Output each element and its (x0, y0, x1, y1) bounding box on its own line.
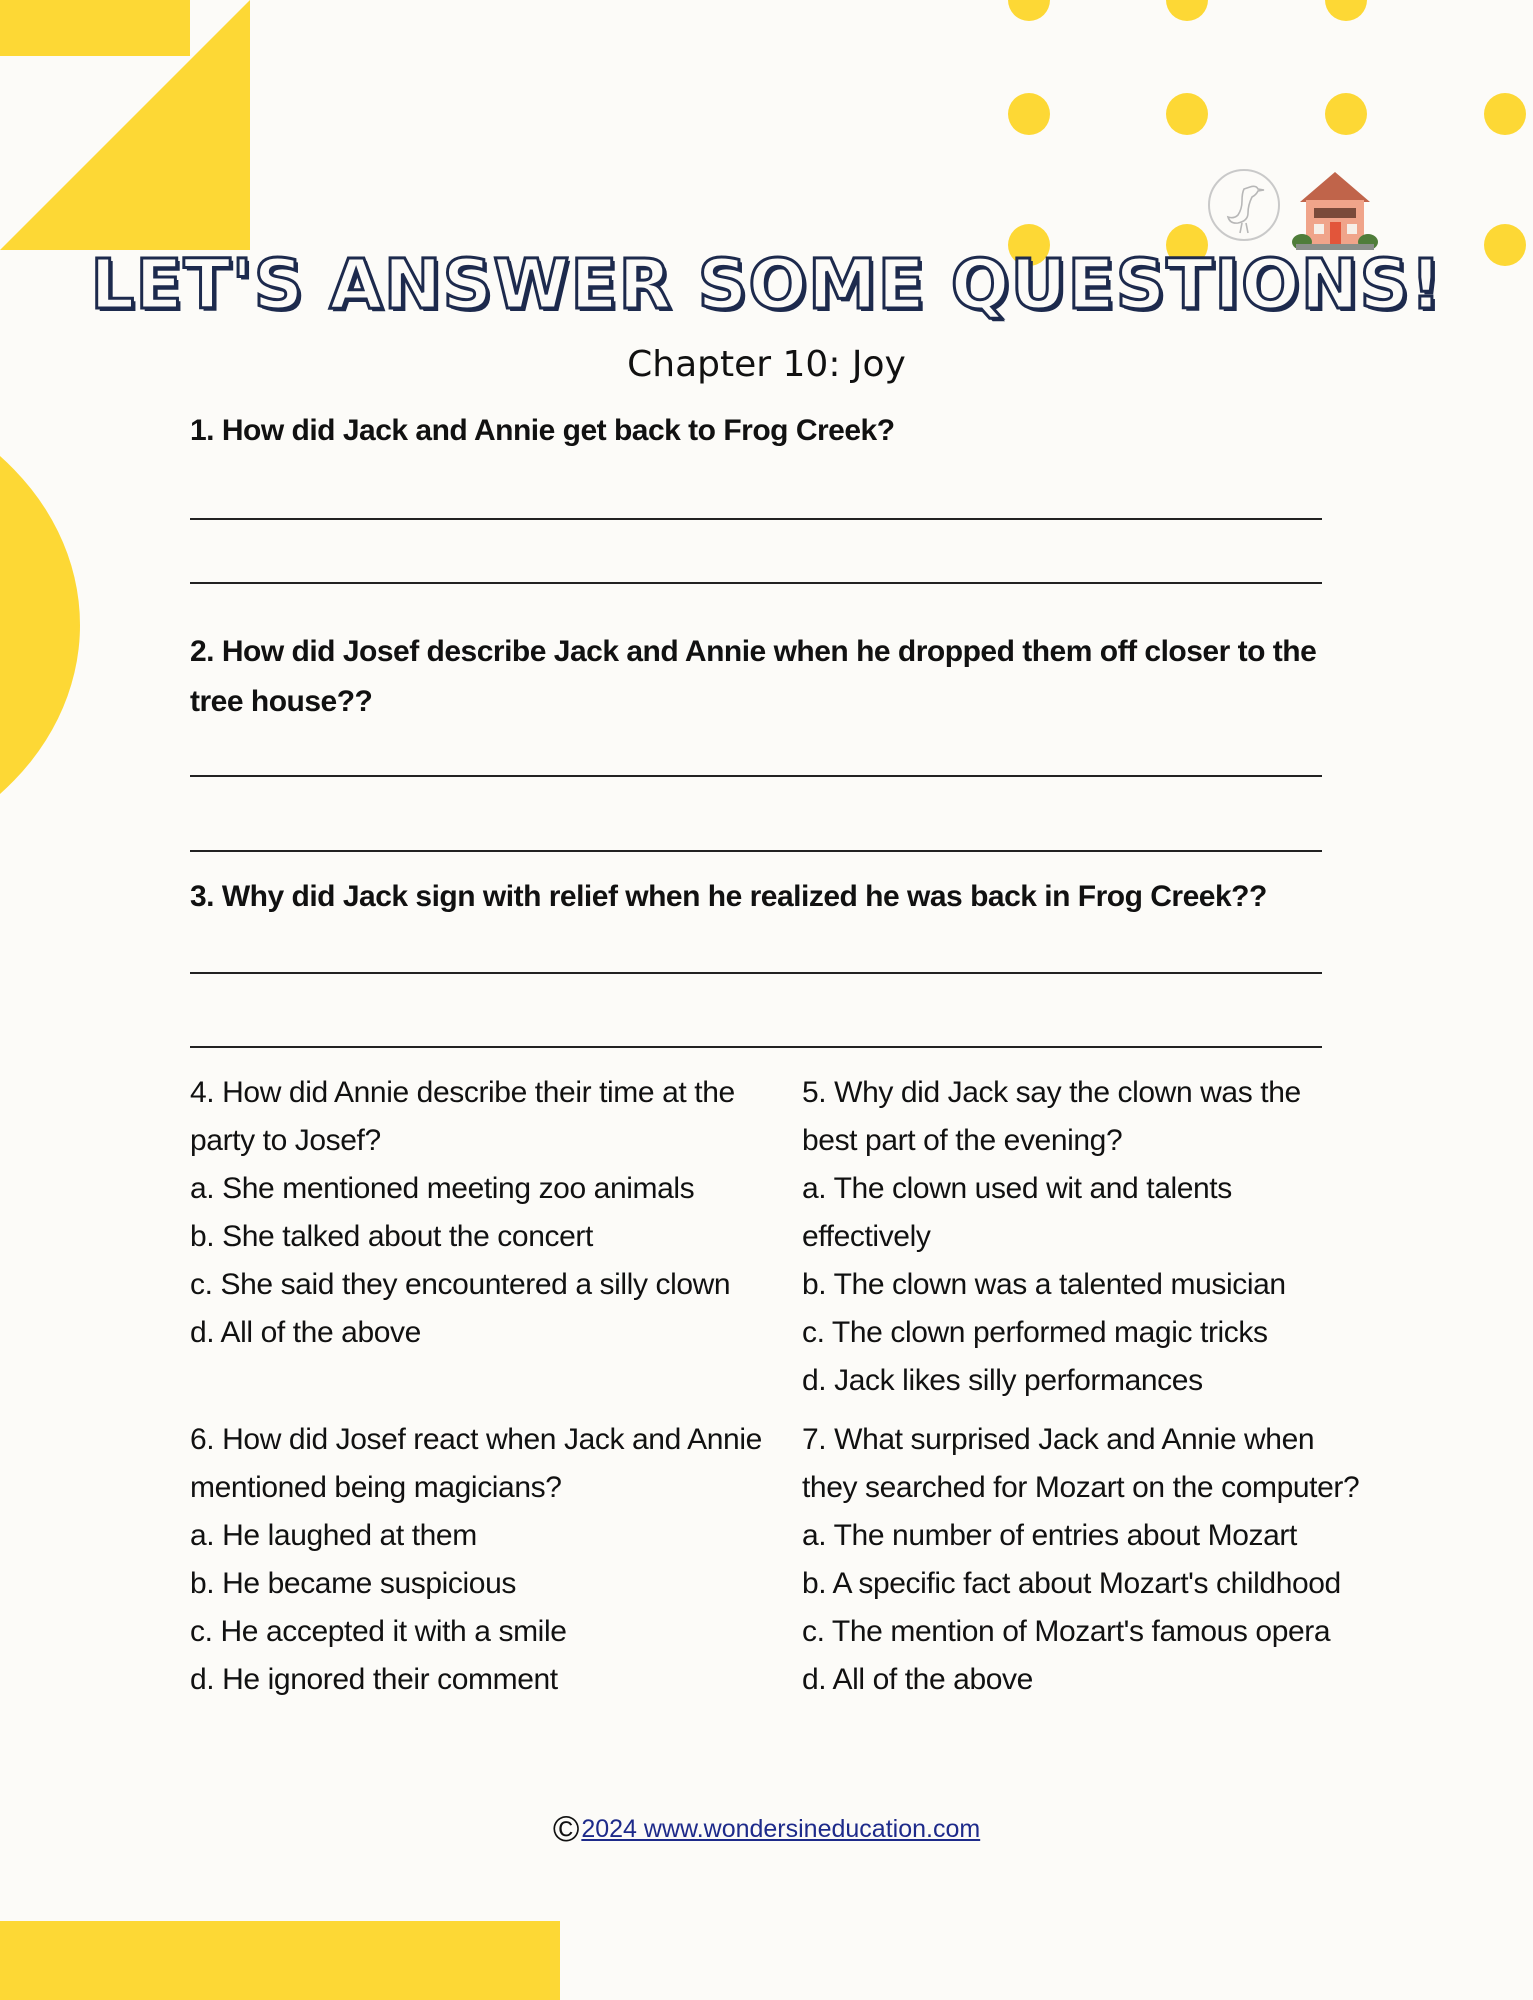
answer-line[interactable] (190, 582, 1322, 584)
answer-line[interactable] (190, 972, 1322, 974)
question-3: 3. Why did Jack sign with relief when he realized he was back in Frog Creek?? (190, 880, 1267, 913)
question-2: 2. How did Josef describe Jack and Annie when he dropped them off closer to the tree house?? (190, 635, 1317, 718)
question-4 (190, 1069, 770, 1357)
option-a[interactable]: a. She mentioned meeting zoo animals (190, 1172, 695, 1205)
top-left-yellow-bar (0, 0, 190, 56)
option-c[interactable]: c. She said they encountered a silly clown (190, 1268, 731, 1301)
option-d[interactable]: d. All of the above (190, 1316, 421, 1349)
house-icon (1290, 168, 1380, 254)
chapter-subtitle: Chapter 10: Joy (627, 344, 906, 385)
yellow-dot (1008, 0, 1050, 21)
option-a[interactable]: a. The clown used wit and talents effectively (802, 1172, 1232, 1253)
answer-line[interactable] (190, 775, 1322, 777)
option-b[interactable]: b. He became suspicious (190, 1567, 516, 1600)
option-b[interactable]: b. She talked about the concert (190, 1220, 593, 1253)
question-6 (190, 1416, 770, 1704)
option-c[interactable]: c. The clown performed magic tricks (802, 1316, 1268, 1349)
answer-line[interactable] (190, 518, 1322, 520)
option-a[interactable]: a. He laughed at them (190, 1519, 477, 1552)
yellow-dot (1484, 93, 1526, 135)
answer-line[interactable] (190, 1046, 1322, 1048)
option-a[interactable]: a. The number of entries about Mozart (802, 1519, 1297, 1552)
website-link[interactable]: 2024 www.wondersineducation.com (581, 1815, 981, 1843)
yellow-dot (1166, 0, 1208, 21)
question-7-text: 7. What surprised Jack and Annie when they searched for Mozart on the computer? (802, 1423, 1360, 1504)
option-d[interactable]: d. Jack likes silly performances (802, 1364, 1203, 1397)
yellow-dot (1325, 0, 1367, 21)
heron-logo-icon (1206, 167, 1282, 243)
bottom-left-yellow-bar (0, 1921, 560, 2000)
yellow-dot (1008, 93, 1050, 135)
option-d[interactable]: d. He ignored their comment (190, 1663, 558, 1696)
option-b[interactable]: b. The clown was a talented musician (802, 1268, 1286, 1301)
option-b[interactable]: b. A specific fact about Mozart's childhood (802, 1567, 1341, 1600)
question-6-text: 6. How did Josef react when Jack and Annie mentioned being magicians? (190, 1423, 762, 1504)
option-d[interactable]: d. All of the above (802, 1663, 1033, 1696)
copyright-icon: © (552, 1808, 580, 1849)
left-yellow-semicircle (0, 380, 80, 870)
page-title: LET'S ANSWER SOME QUESTIONS! (90, 245, 1443, 325)
yellow-dot (1166, 93, 1208, 135)
question-5 (802, 1069, 1342, 1405)
option-c[interactable]: c. He accepted it with a smile (190, 1615, 567, 1648)
question-4-text: 4. How did Annie describe their time at the party to Josef? (190, 1076, 735, 1157)
answer-line[interactable] (190, 850, 1322, 852)
option-c[interactable]: c. The mention of Mozart's famous opera (802, 1615, 1331, 1648)
question-7 (802, 1416, 1362, 1704)
question-5-text: 5. Why did Jack say the clown was the best part of the evening? (802, 1076, 1301, 1157)
question-1: 1. How did Jack and Annie get back to Frog Creek? (190, 414, 895, 447)
yellow-dot (1325, 93, 1367, 135)
footer (0, 1808, 1533, 1850)
